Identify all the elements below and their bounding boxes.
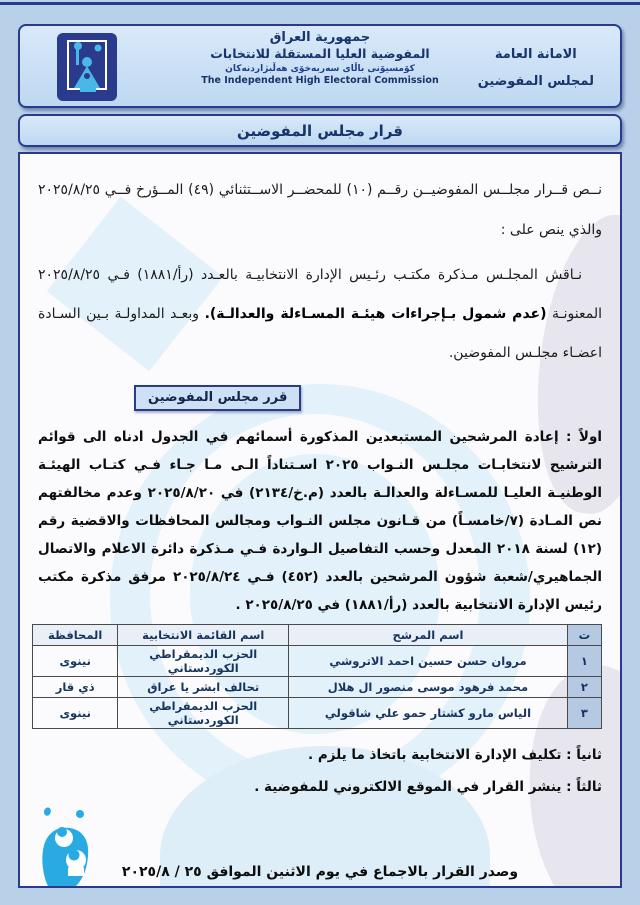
paragraph-memo-discussion [38,256,602,373]
column-header: المحافظة [33,625,118,646]
candidates-table [32,624,602,729]
memo-subject-bold: (عدم شمول بـإجراءات هيئـة المسـاءلة والعدالـة). [204,306,547,322]
table-header-row [33,625,602,646]
document-header [18,24,622,108]
table-cell: نينوى [33,698,118,729]
paragraph-decision-reference: نــص قــرار مجلــس المفوضيــن رقــم (١٠) للمحضــر الاســتثنائي (٤٩) المــؤرخ فــي ٢٠٢٥/٨/٢٥ والذي ينص على : [38,182,603,238]
row-number-cell: ٢ [567,677,601,698]
clause-second: ثانياً : تكليف الإدارة الانتخابية باتخاذ ما يلزم . [308,747,602,763]
commission-name-kurdish: کۆمسیۆنی باڵای سەربەخۆی هەڵبژاردنەکان [225,63,415,74]
clause-third: ثالثاً : ينشر القرار في الموقع الالكتروني للمفوضية . [254,778,602,795]
row-number-cell: ٣ [567,698,601,729]
clause-first: اولاً : إعادة المرشحين المستبعدين المذكورة أسمائهم في الجدول ادناه الى قوائم الترشيح لانتخابـات مجلـس النـواب ٢٠٢٥ اسـتناداً الـى مـا جـاء فـي كتـاب الهيئـة الوطنيـة العليـا للمسـاءلة والعدالـة بالعدد (م.خ/٢١٣٤) في ٢٠٢٥/٨/٢٠ وعدم مخالفتهم نص المـادة (٧/خامسـاً) من قـانون مجلس النـواب ومجالس المحافظات والاقضية رقم (١٢) لسنة ٢٠١٨ المعدل وحسب التفاصيل الـواردة فـي مـذكرة دائرة الاعلام والاتصال الجماهيري/شعبة شؤون المرشحين بالعدد (٤٥٢) فـي ٢٠٢٥/٨/٢٤ مرفق مذكرة مكتب رئيس الإدارة الانتخابية بالعدد (رأ/١٨٨١) في ٢٠٢٥/٨/٢٥ . [38,429,603,613]
table-cell: تحالف ابشر يا عراق [118,677,289,698]
memo-text: نـاقش المجلـس مـذكرة مكتـب رئـيس الإدارة الانتخابيـة بالعـدد (رأ/١٨٨١) فـي ٢٠٢٥/٨/٢٥ المعنونـة [38,267,602,322]
closing-statement: وصدر القرار بالاجماع في يوم الاثنين الموافق ٢٥ / ٢٠٢٥/٨ [121,864,519,881]
ihec-figure-logo-icon [24,802,134,886]
title-bar [18,114,622,147]
table-cell: الحزب الديمقراطي الكوردستاني [118,698,289,729]
document-body-sheet [18,152,622,888]
secretariat-block [478,41,594,96]
table-row [33,646,602,677]
memo-text-end: وبعـد المداولـة بـين السـادة اعضـاء مجلـس المفوضين. [38,306,602,361]
secretariat-line1: الامانة العامة [494,47,577,62]
commission-name-english: The Independent High Electoral Commission [201,75,439,87]
column-header: اسم القائمة الانتخابية [118,625,289,646]
table-row [33,698,602,729]
table-cell: ذي قار [33,677,118,698]
table-row [33,677,602,698]
decision-box: قرر مجلس المفوضين [134,385,301,411]
document-title: قرار مجلس المفوضين [237,121,403,140]
page-top-rule [0,2,640,5]
table-cell: محمد فرهود موسى منصور ال هلال [289,677,568,698]
row-number-cell: ١ [567,646,601,677]
table-cell: الحزب الديمقراطي الكوردستاني [118,646,289,677]
table-cell: الياس مارو كشتار حمو علي شاقولي [289,698,568,729]
country-name: جمهورية العراق [269,30,371,45]
secretariat-line2: لمجلس المفوضين [477,74,594,90]
table-cell: نينوى [33,646,118,677]
decision-box-row [38,385,602,411]
table-cell: مروان حسن حسين احمد الاتروشي [289,646,568,677]
commission-name-arabic: المفوضية العليا المستقلة للانتخابات [210,46,430,62]
column-header: ت [567,625,601,646]
document-text [20,154,620,880]
column-header: اسم المرشح [289,625,568,646]
